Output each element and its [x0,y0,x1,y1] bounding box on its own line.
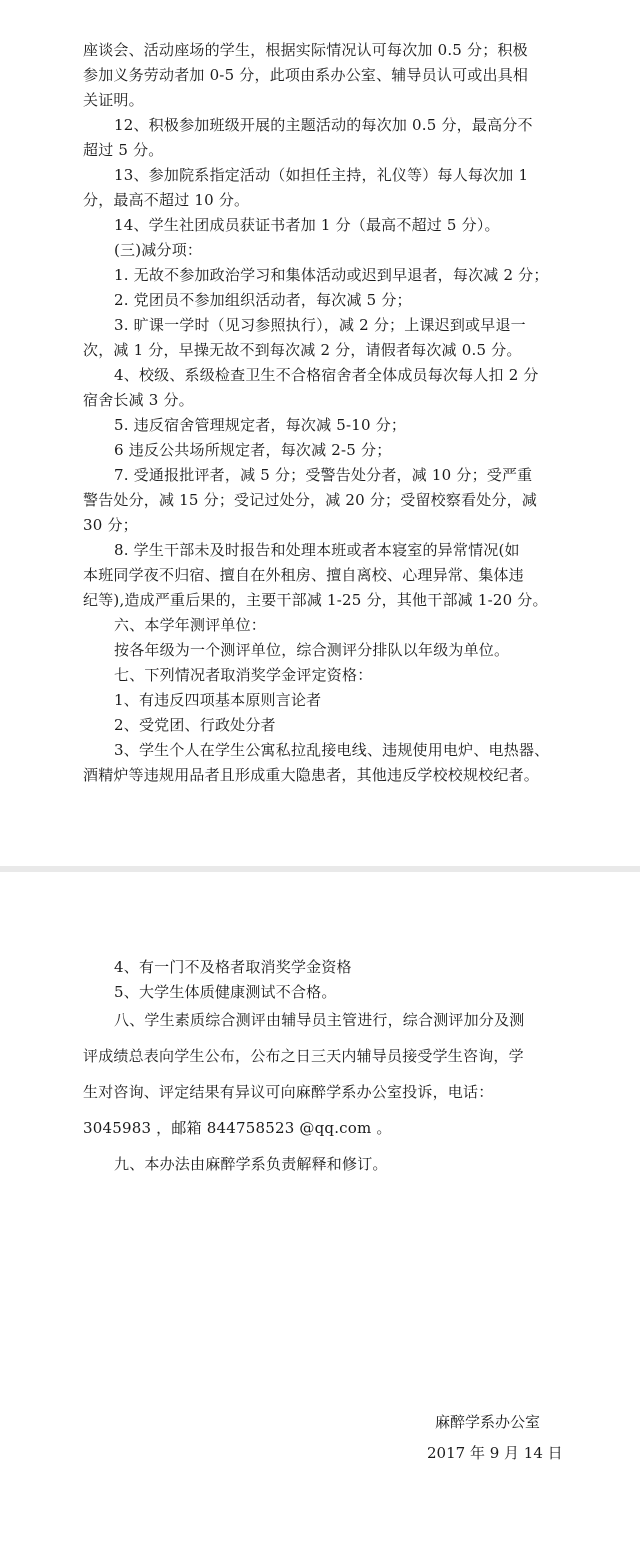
signature-org: 麻醉学系办公室 [435,1413,541,1431]
text-line: 5、大学生体质健康测试不合格。 [114,983,337,1001]
text-line: 2. 党团员不参加组织活动者，每次减 5 分； [114,291,412,309]
section-heading: 六、本学年测评单位： [114,616,267,634]
text-line: 座谈会、活动座场的学生，根据实际情况认可每次加 0.5 分；积极 [83,41,528,59]
text-line: 生对咨询、评定结果有异议可向麻醉学系办公室投诉，电话： [83,1083,494,1101]
section-heading: 九、本办法由麻醉学系负责解释和修订。 [114,1155,388,1173]
text-line: 2、受党团、行政处分者 [114,716,276,734]
text-line: 1、有违反四项基本原则言论者 [114,691,322,709]
text-line: 6 违反公共场所规定者，每次减 2-5 分； [114,441,392,459]
text-line: 3. 旷课一学时（见习参照执行），减 2 分；上课迟到或早退一 [114,316,526,334]
section-heading: 八、学生素质综合测评由辅导员主管进行，综合测评加分及测 [114,1011,525,1029]
text-line: 按各年级为一个测评单位，综合测评分排队以年级为单位。 [114,641,510,659]
text-line: 分，最高不超过 10 分。 [83,191,250,209]
text-line: 警告处分，减 15 分；受记过处分，减 20 分；受留校察看处分，减 [83,491,538,509]
text-line: 3、学生个人在学生公寓私拉乱接电线、违规使用电炉、电热器、 [114,741,550,759]
text-line: 酒精炉等违规用品者且形成重大隐患者，其他违反学校校规校纪者。 [83,766,540,784]
section-heading: (三)减分项： [114,241,203,259]
text-line: 30 分； [83,516,138,534]
text-line: 8. 学生干部未及时报告和处理本班或者本寝室的异常情况(如 [114,541,520,559]
signature-date: 2017 年 9 月 14 日 [427,1444,563,1462]
text-line: 4、有一门不及格者取消奖学金资格 [114,958,352,976]
document-page-2 [0,872,640,1548]
text-line: 4、校级、系级检查卫生不合格宿舍者全体成员每次每人扣 2 分 [114,366,539,384]
text-line: 本班同学夜不归宿、擅自在外租房、擅自离校、心理异常、集体违 [83,566,524,584]
text-line: 关证明。 [83,91,144,109]
text-line: 纪等),造成严重后果的，主要干部减 1-25 分，其他干部减 1-20 分。 [83,591,548,609]
text-line: 评成绩总表向学生公布，公布之日三天内辅导员接受学生咨询，学 [83,1047,524,1065]
text-line: 参加义务劳动者加 0-5 分，此项由系办公室、辅导员认可或出具相 [83,66,529,84]
text-line: 次，减 1 分，早操无故不到每次减 2 分，请假者每次减 0.5 分。 [83,341,522,359]
text-line: 5. 违反宿舍管理规定者，每次减 5-10 分； [114,416,407,434]
text-line: 12、积极参加班级开展的主题活动的每次加 0.5 分，最高分不 [114,116,533,134]
text-line: 14、学生社团成员获证书者加 1 分（最高不超过 5 分）。 [114,216,500,234]
text-line: 13、参加院系指定活动（如担任主持，礼仪等）每人每次加 1 [114,166,529,184]
contact-line: 3045983 ，邮箱 844758523 @qq.com 。 [83,1119,392,1137]
text-line: 7. 受通报批评者，减 5 分；受警告处分者，减 10 分；受严重 [114,466,533,484]
text-line: 超过 5 分。 [83,141,164,159]
section-heading: 七、下列情况者取消奖学金评定资格： [114,666,373,684]
text-line: 1. 无故不参加政治学习和集体活动或迟到早退者，每次减 2 分； [114,266,549,284]
text-line: 宿舍长减 3 分。 [83,391,194,409]
